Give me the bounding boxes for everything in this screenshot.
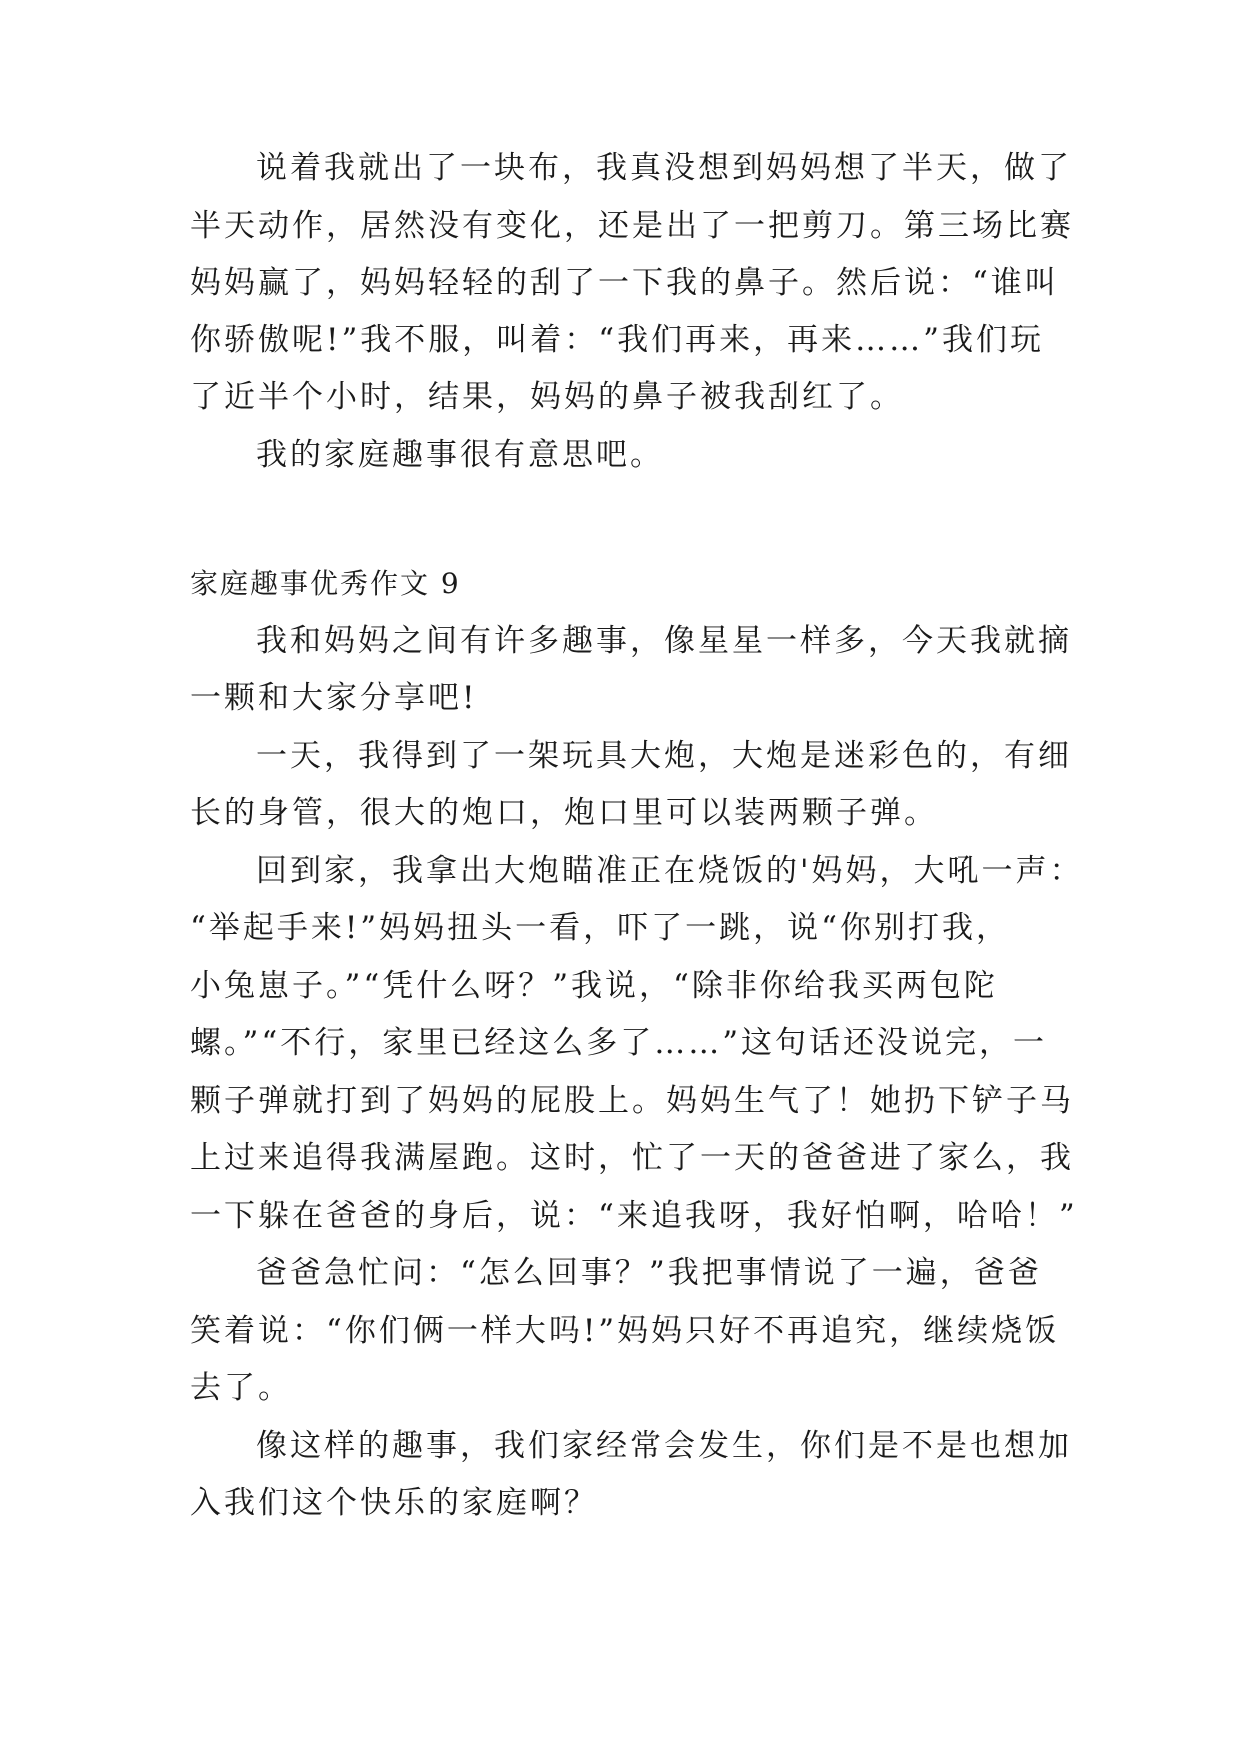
paragraph-line: 颗子弹就打到了妈妈的屁股上。妈妈生气了！她扔下铲子马 (190, 1083, 1074, 1119)
paragraph-line: 说着我就出了一块布，我真没想到妈妈想了半天，做了 (256, 150, 1072, 186)
paragraph-line: 一天，我得到了一架玩具大炮，大炮是迷彩色的，有细 (256, 738, 1072, 774)
paragraph-line: 上过来追得我满屋跑。这时，忙了一天的爸爸进了家么，我 (190, 1140, 1074, 1176)
paragraph-line: 螺。”“不行，家里已经这么多了……”这句话还没说完，一 (190, 1025, 1048, 1061)
paragraph-line: 小兔崽子。”“凭什么呀？”我说，“除非你给我买两包陀 (190, 968, 998, 1004)
paragraph-line: 像这样的趣事，我们家经常会发生，你们是不是也想加 (256, 1428, 1072, 1464)
paragraph-line: “举起手来!”妈妈扭头一看，吓了一跳，说“你别打我， (190, 910, 1010, 946)
paragraph-line: 入我们这个快乐的家庭啊？ (190, 1485, 598, 1521)
paragraph-line: 去了。 (190, 1370, 292, 1406)
paragraph-line: 一颗和大家分享吧! (190, 680, 478, 716)
essay-title: 家庭趣事优秀作文 9 (190, 567, 461, 600)
paragraph-line: 我的家庭趣事很有意思吧。 (256, 437, 664, 473)
paragraph-line: 长的身管，很大的炮口，炮口里可以装两颗子弹。 (190, 795, 938, 831)
paragraph-line: 了近半个小时，结果，妈妈的鼻子被我刮红了。 (190, 379, 904, 415)
paragraph-line: 一下躲在爸爸的身后，说：“来追我呀，我好怕啊，哈哈！” (190, 1198, 1078, 1234)
paragraph-line: 爸爸急忙问：“怎么回事？”我把事情说了一遍，爸爸 (256, 1255, 1042, 1291)
paragraph-line: 回到家，我拿出大炮瞄准正在烧饭的'妈妈，大吼一声： (256, 853, 1084, 889)
paragraph-line: 妈妈赢了，妈妈轻轻的刮了一下我的鼻子。然后说：“谁叫 (190, 265, 1059, 301)
paragraph-line: 半天动作，居然没有变化，还是出了一把剪刀。第三场比赛 (190, 208, 1074, 244)
paragraph-line: 笑着说：“你们俩一样大吗!”妈妈只好不再追究，继续烧饭 (190, 1313, 1060, 1349)
paragraph-line: 我和妈妈之间有许多趣事，像星星一样多，今天我就摘 (256, 623, 1072, 659)
paragraph-line: 你骄傲呢!”我不服，叫着：“我们再来，再来……”我们玩 (190, 322, 1044, 358)
